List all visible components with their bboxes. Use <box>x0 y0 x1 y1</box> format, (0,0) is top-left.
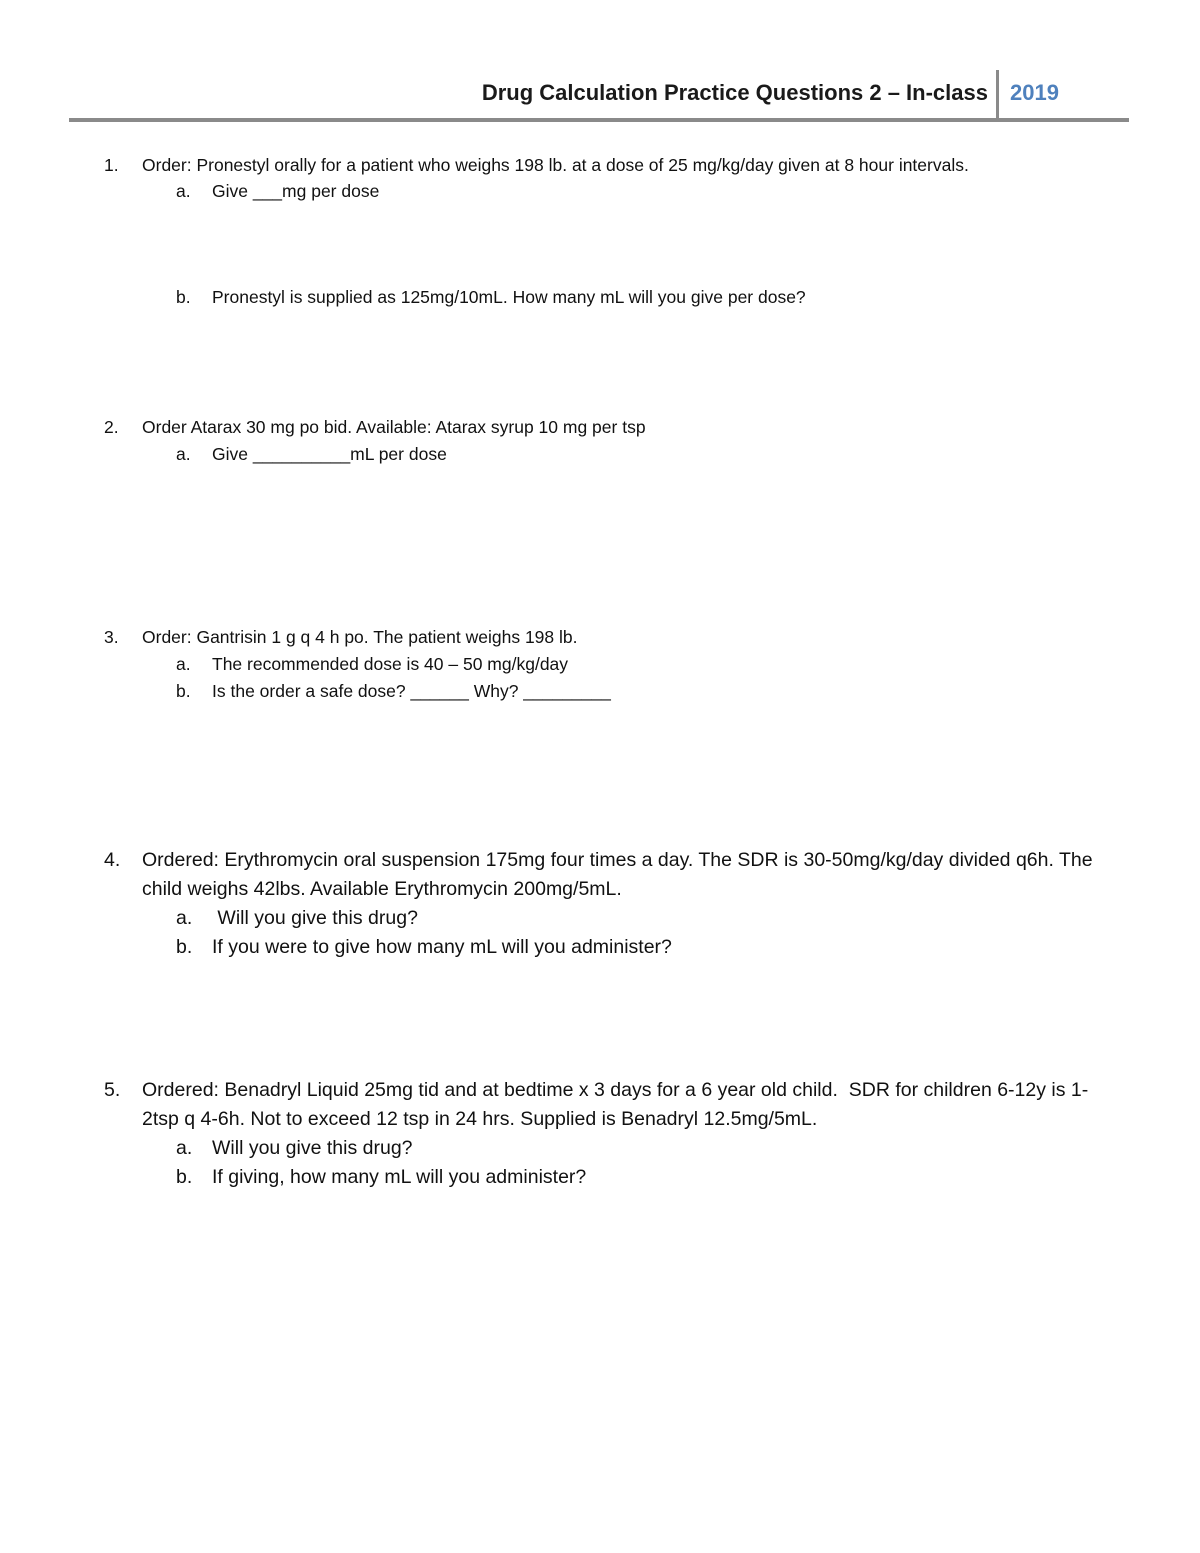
header-year: 2019 <box>1010 80 1059 105</box>
sub-letter: a. <box>176 907 193 929</box>
sub-letter: a. <box>176 444 191 464</box>
question-number: 5. <box>104 1079 121 1101</box>
sub-text: If giving, how many mL will you administer? <box>212 1166 587 1188</box>
question-number: 3. <box>104 627 119 647</box>
question-text: Order: Gantrisin 1 g q 4 h po. The patient weighs 198 lb. <box>142 627 578 647</box>
sub-text: Give __________mL per dose <box>212 444 447 464</box>
sub-text: Is the order a safe dose? ______ Why? _________ <box>212 681 611 701</box>
header-rule <box>69 118 1129 122</box>
question-text: Order Atarax 30 mg po bid. Available: Atarax syrup 10 mg per tsp <box>142 417 646 437</box>
sub-text: Pronestyl is supplied as 125mg/10mL. How many mL will you give per dose? <box>212 287 806 307</box>
question-text: Ordered: Erythromycin oral suspension 175mg four times a day. The SDR is 30-50mg/kg/day divided q6h. The child weighs 42lbs. Available Erythromycin 200mg/5mL. <box>142 849 1093 900</box>
sub-letter: a. <box>176 654 191 674</box>
sub-text: Will you give this drug? <box>212 1137 413 1159</box>
page-title: Drug Calculation Practice Questions 2 – In-class <box>481 80 988 105</box>
sub-letter: b. <box>176 1166 193 1188</box>
question-text: Ordered: Benadryl Liquid 25mg tid and at bedtime x 3 days for a 6 year old child. SDR for children 6-12y is 1-2tsp q 4-6h. Not to exceed 12 tsp in 24 hrs. Supplied is Benadryl 12.5mg/5mL. <box>142 1079 1089 1130</box>
sub-letter: b. <box>176 287 191 307</box>
sub-text: Give ___mg per dose <box>212 181 380 201</box>
sub-letter: a. <box>176 181 191 201</box>
question-number: 2. <box>104 417 119 437</box>
question-text: Order: Pronestyl orally for a patient who weighs 198 lb. at a dose of 25 mg/kg/day given at 8 hour intervals. <box>142 155 969 175</box>
sub-letter: b. <box>176 681 191 701</box>
sub-letter: a. <box>176 1137 193 1159</box>
sub-text: Will you give this drug? <box>212 907 418 929</box>
question-number: 1. <box>104 155 119 175</box>
sub-letter: b. <box>176 936 193 958</box>
sub-text: The recommended dose is 40 – 50 mg/kg/day <box>212 654 569 674</box>
question-number: 4. <box>104 849 121 871</box>
header-divider <box>996 70 999 120</box>
page-header <box>0 78 1200 118</box>
sub-text: If you were to give how many mL will you administer? <box>212 936 672 958</box>
